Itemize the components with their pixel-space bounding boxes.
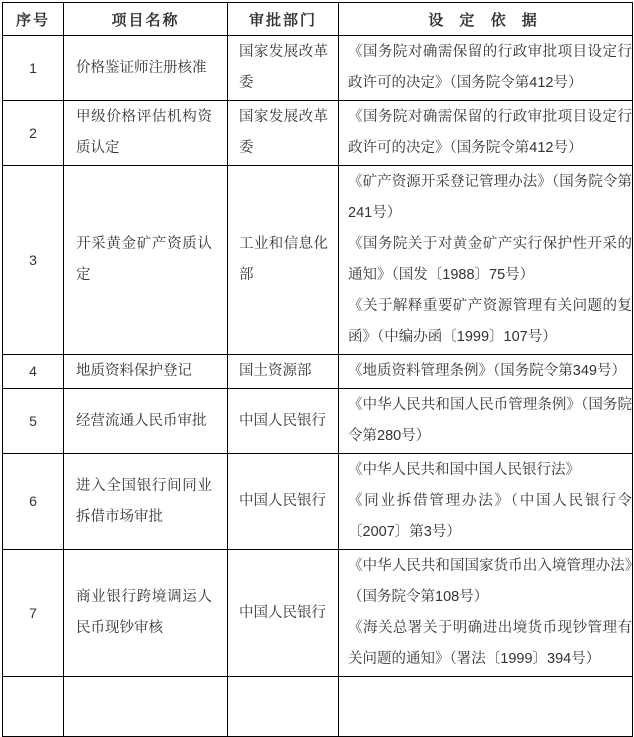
basis-item: 《同业拆借管理办法》（中国人民银行令〔2007〕第3号） [348,493,632,540]
approval-dept-cell: 中国人民银行 [228,389,339,454]
approval-items-table [2,2,633,737]
basis-item: 《国务院对确需保留的行政审批项目设定行政许可的决定》（国务院令第412号） [348,44,632,91]
project-name-cell: 地质资料保护登记 [64,355,228,389]
setting-basis-cell [339,677,633,737]
project-name-cell [64,677,228,737]
basis-item: 《国务院关于对黄金矿产实行保护性开采的通知》（国发〔1988〕75号） [348,236,632,283]
serial-number-cell: 1 [3,36,64,101]
basis-item: 《中华人民共和国人民币管理条例》（国务院令第280号） [348,397,632,444]
table-body [3,36,633,737]
setting-basis-cell [339,166,633,355]
serial-number-cell: 7 [3,550,64,677]
table-row [3,355,633,389]
setting-basis-cell [339,36,633,101]
col-header-setting-basis: 设 定 依 据 [339,3,633,36]
approval-dept-cell: 国家发展改革委 [228,101,339,166]
project-name-cell: 进入全国银行间同业拆借市场审批 [64,454,228,550]
basis-item: 《国务院对确需保留的行政审批项目设定行政许可的决定》（国务院令第412号） [348,109,632,156]
table-row [3,389,633,454]
serial-number-cell: 6 [3,454,64,550]
project-name-cell: 经营流通人民币审批 [64,389,228,454]
project-name-cell: 开采黄金矿产资质认定 [64,166,228,355]
basis-item: 《中华人民共和国中国人民银行法》 [348,462,580,478]
serial-number-cell [3,677,64,737]
table-row [3,36,633,101]
basis-item: 《地质资料管理条例》（国务院令第349号） [348,363,626,379]
partial-next-row [3,677,633,737]
table-row [3,454,633,550]
table-row [3,166,633,355]
setting-basis-cell [339,389,633,454]
setting-basis-cell [339,550,633,677]
serial-number-cell: 4 [3,355,64,389]
col-header-serial-number: 序号 [3,3,64,36]
serial-number-cell: 5 [3,389,64,454]
basis-item: 《关于解释重要矿产资源管理有关问题的复函》（中编办函〔1999〕107号） [348,298,632,345]
approval-dept-cell: 工业和信息化部 [228,166,339,355]
approval-dept-cell: 中国人民银行 [228,550,339,677]
serial-number-cell: 2 [3,101,64,166]
approval-dept-cell [228,677,339,737]
setting-basis-cell [339,454,633,550]
table-header-row [3,3,633,36]
table-row [3,550,633,677]
basis-item: 《中华人民共和国国家货币出入境管理办法》（国务院令第108号） [348,558,632,605]
approval-dept-cell: 中国人民银行 [228,454,339,550]
basis-item: 《海关总署关于明确进出境货币现钞管理有关问题的通知》（署法〔1999〕394号） [348,620,632,667]
basis-item: 《矿产资源开采登记管理办法》（国务院令第241号） [348,174,632,221]
setting-basis-cell [339,355,633,389]
col-header-approval-dept: 审批部门 [228,3,339,36]
project-name-cell: 甲级价格评估机构资质认定 [64,101,228,166]
project-name-cell: 商业银行跨境调运人民币现钞审核 [64,550,228,677]
approval-dept-cell: 国土资源部 [228,355,339,389]
approval-dept-cell: 国家发展改革委 [228,36,339,101]
project-name-cell: 价格鉴证师注册核准 [64,36,228,101]
col-header-project-name: 项目名称 [64,3,228,36]
setting-basis-cell [339,101,633,166]
serial-number-cell: 3 [3,166,64,355]
table-row [3,101,633,166]
